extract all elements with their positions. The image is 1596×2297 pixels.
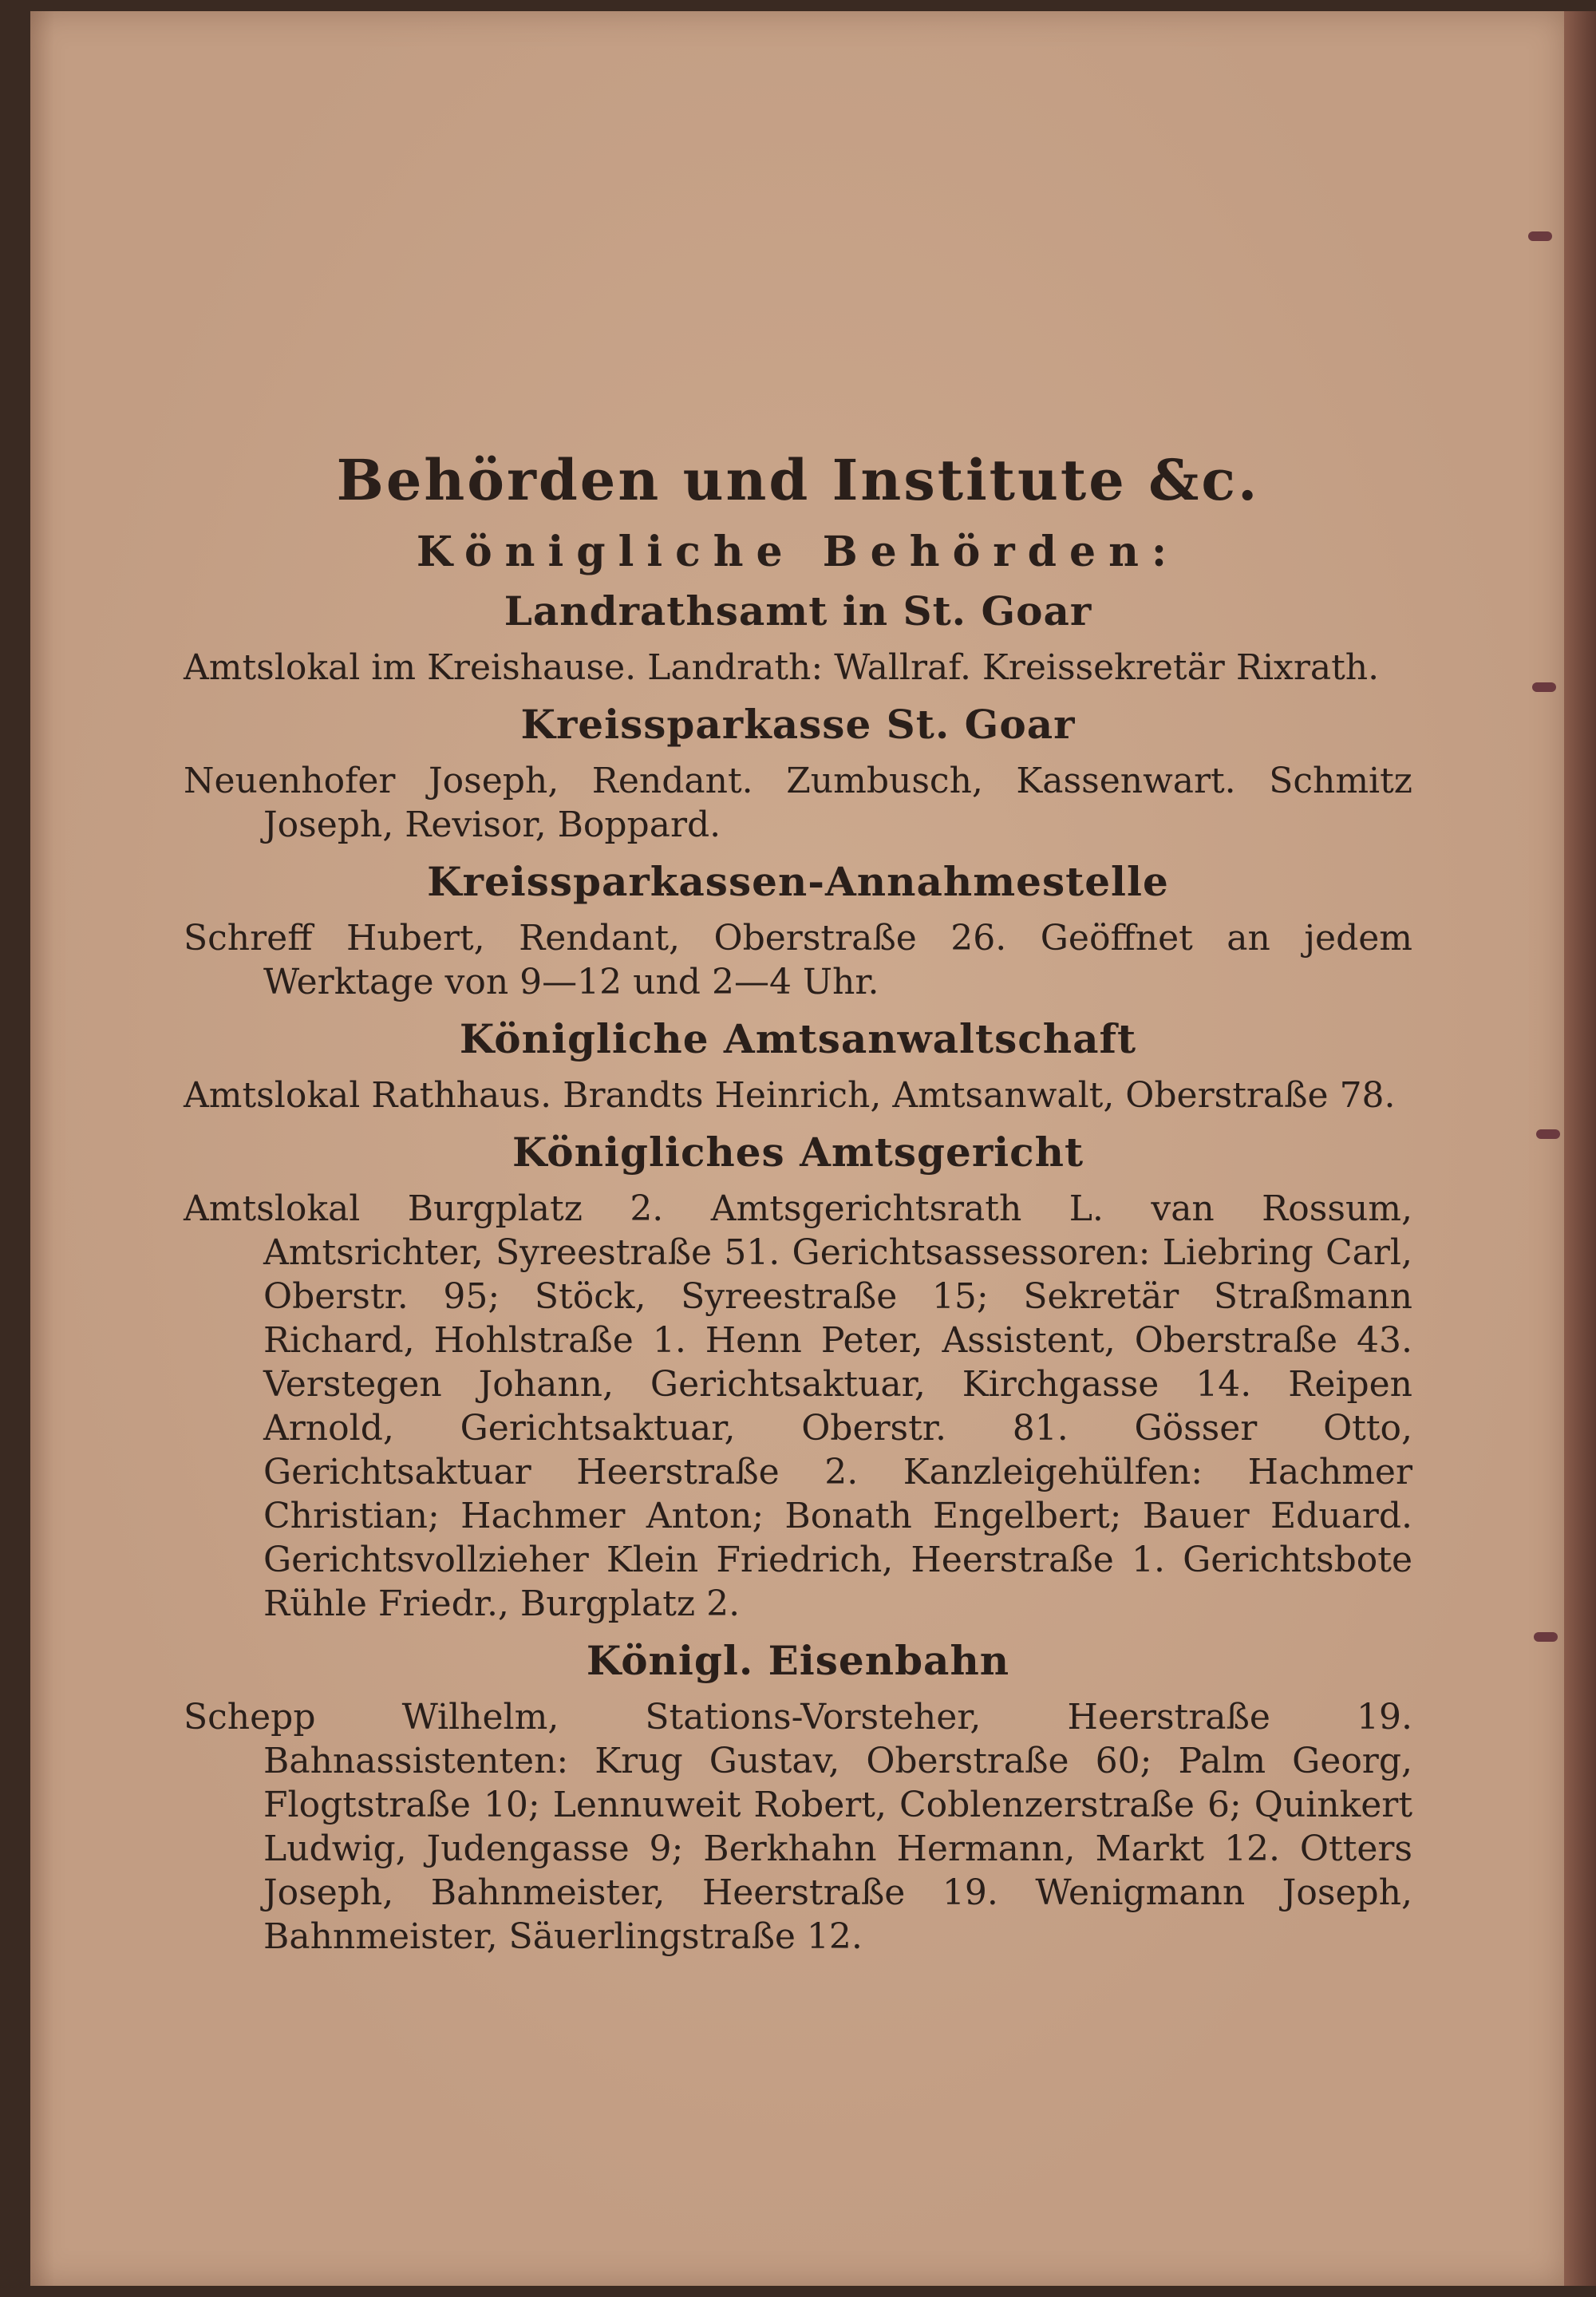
section-landrathsamt [184, 587, 1412, 690]
section-kreissparkasse [184, 701, 1412, 847]
page-mark [1536, 1129, 1560, 1139]
section-heading: Kreissparkassen-Annahmestelle [427, 858, 1169, 905]
section-amtsanwaltschaft [184, 1015, 1412, 1117]
page-mark [1528, 231, 1552, 241]
section-text: Schreff Hubert, Rendant, Oberstraße 26. Geöffnet an jedem Werktage von 9—12 und 2—4 Uhr. [184, 918, 1412, 1002]
page-title: Behörden und Institute &c. [336, 447, 1260, 513]
section-annahmestelle [184, 858, 1412, 1004]
page-mark [1534, 1632, 1558, 1642]
subtitle: Königliche Behörden: [416, 528, 1180, 576]
section-amtsgericht [184, 1129, 1412, 1626]
section-heading: Kreissparkasse St. Goar [520, 701, 1076, 748]
section-heading: Königliches Amtsgericht [512, 1129, 1084, 1176]
section-heading: Königliche Amtsanwaltschaft [459, 1015, 1137, 1062]
section-text: Schepp Wilhelm, Stations-Vorsteher, Heerstraße 19. Bahnassistenten: Krug Gustav, Oberstraße 60; Palm Georg, Flogtstraße 10; Lennuweit Robert, Coblenzerstraße 6; Quinkert Ludwig, Judengasse 9; Berkhahn Hermann, Markt 12. Otters Joseph, Bahnmeister, Heerstraße 19. Wenigmann Joseph, Bahnmeister, Säuerlingstraße 12. [184, 1697, 1412, 1957]
page-edge [1564, 11, 1596, 2286]
section-heading: Königl. Eisenbahn [586, 1637, 1010, 1684]
section-text: Neuenhofer Joseph, Rendant. Zumbusch, Kassenwart. Schmitz Joseph, Revisor, Boppard. [184, 761, 1412, 845]
section-text: Amtslokal Burgplatz 2. Amtsgerichtsrath L. van Rossum, Amtsrichter, Syreestraße 51. Gerichtsassessoren: Liebring Carl, Oberstr. 95; Stöck, Syreestraße 15; Sekretär Straßmann Richard, Hohlstraße 1. Henn Peter, Assistent, Oberstraße 43. Verstegen Johann, Gerichtsaktuar, Kirchgasse 14. Reipen Arnold, Gerichtsaktuar, Oberstr. 81. Gösser Otto, Gerichtsaktuar Heerstraße 2. Kanzleigehülfen: Hachmer Christian; Hachmer Anton; Bonath Engelbert; Bauer Eduard. Gerichtsvollzieher Klein Friedrich, Heerstraße 1. Gerichtsbote Rühle Friedr., Burgplatz 2. [184, 1188, 1412, 1624]
section-heading: Landrathsamt in St. Goar [504, 587, 1092, 635]
page-mark [1532, 682, 1556, 692]
section-text: Amtslokal im Kreishause. Landrath: Wallraf. Kreissekretär Rixrath. [184, 647, 1380, 688]
section-eisenbahn [184, 1637, 1412, 1959]
section-text: Amtslokal Rathhaus. Brandts Heinrich, Amtsanwalt, Oberstraße 78. [184, 1075, 1396, 1116]
document-content [184, 447, 1412, 1967]
